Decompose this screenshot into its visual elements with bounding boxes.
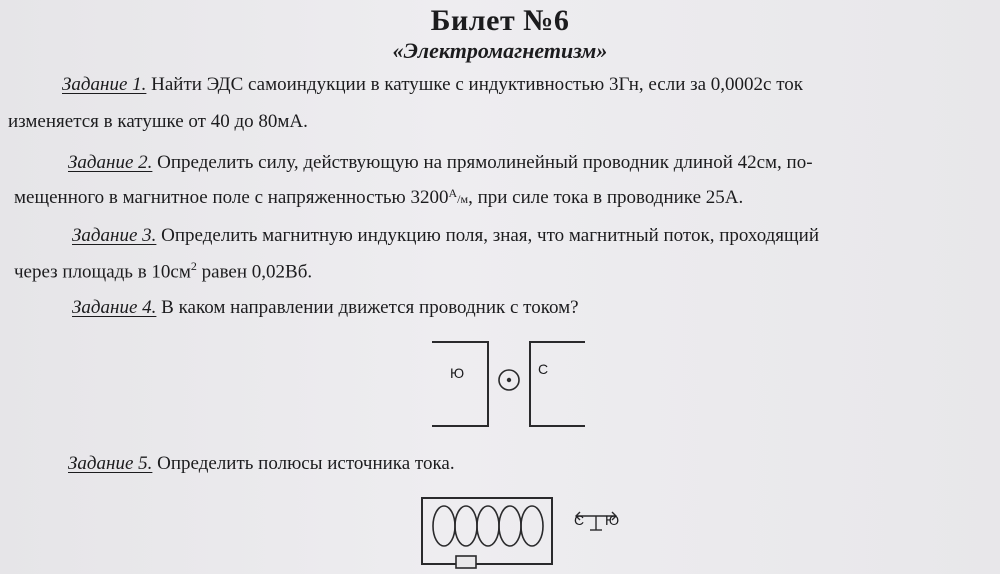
- task-4-line-1: [72, 297, 579, 319]
- coil-turn: [499, 506, 521, 546]
- pole-n-label: Ю: [605, 512, 620, 528]
- task-1-line-1: [62, 74, 803, 96]
- coil-circuit-diagram: [420, 496, 650, 574]
- task-3-line-1: [72, 225, 819, 247]
- task-2-unit-den: /м: [457, 192, 469, 206]
- task-5-line-1: [68, 453, 455, 475]
- task-1-text: Найти ЭДС самоиндукции в катушке с индуктивностью 3Гн, если за 0,0002с ток: [146, 74, 804, 95]
- task-5-text: Определить полюсы источника тока.: [152, 453, 455, 474]
- circuit-wire: [422, 498, 552, 564]
- magnet-left-pole-label: Ю: [450, 365, 465, 381]
- magnet-left-pole: [432, 342, 488, 426]
- task-2-text: Определить силу, действующую на прямолинейный проводник длиной 42см, по-: [152, 152, 813, 173]
- task-3-label: Задание 3.: [72, 225, 157, 246]
- pole-s-label: С: [574, 512, 585, 528]
- magnet-right-pole: [530, 342, 585, 426]
- task-2-text-end: , при силе тока в проводнике 25А.: [468, 187, 744, 208]
- task-3-text: Определить магнитную индукцию поля, зная, что магнитный поток, проходящий: [156, 225, 820, 246]
- magnet-right-pole-label: С: [538, 361, 549, 377]
- task-4-text: В каком направлении движется проводник с током?: [156, 297, 579, 318]
- coil-turn: [521, 506, 543, 546]
- task-2-line-1: [68, 152, 813, 174]
- ticket-title: Билет №6: [430, 4, 570, 37]
- task-3-text-end: равен 0,02Вб.: [196, 261, 313, 283]
- coil-turn: [433, 506, 455, 546]
- task-5-label: Задание 5.: [68, 453, 153, 474]
- task-1-line-2: изменяется в катушке от 40 до 80мА.: [8, 111, 308, 132]
- ticket-subtitle: «Электромагнетизм»: [392, 38, 608, 63]
- task-2-label: Задание 2.: [68, 152, 153, 173]
- magnet-diagram: [430, 340, 590, 430]
- current-source: [456, 556, 476, 568]
- coil-turn: [477, 506, 499, 546]
- task-1-label: Задание 1.: [62, 74, 147, 95]
- task-3-line-2: [14, 259, 312, 283]
- conductor-dot: [507, 378, 511, 382]
- task-2-text-start: мещенного в магнитное поле с напряженностью 3200: [14, 187, 449, 208]
- task-3-text-start: через площадь в 10см: [14, 261, 191, 283]
- task-2-line-2: [14, 186, 743, 209]
- coil-turn: [455, 506, 477, 546]
- task-4-label: Задание 4.: [72, 297, 157, 318]
- task-3-superscript: 2: [190, 259, 197, 273]
- task-2-unit-num: A: [448, 186, 458, 200]
